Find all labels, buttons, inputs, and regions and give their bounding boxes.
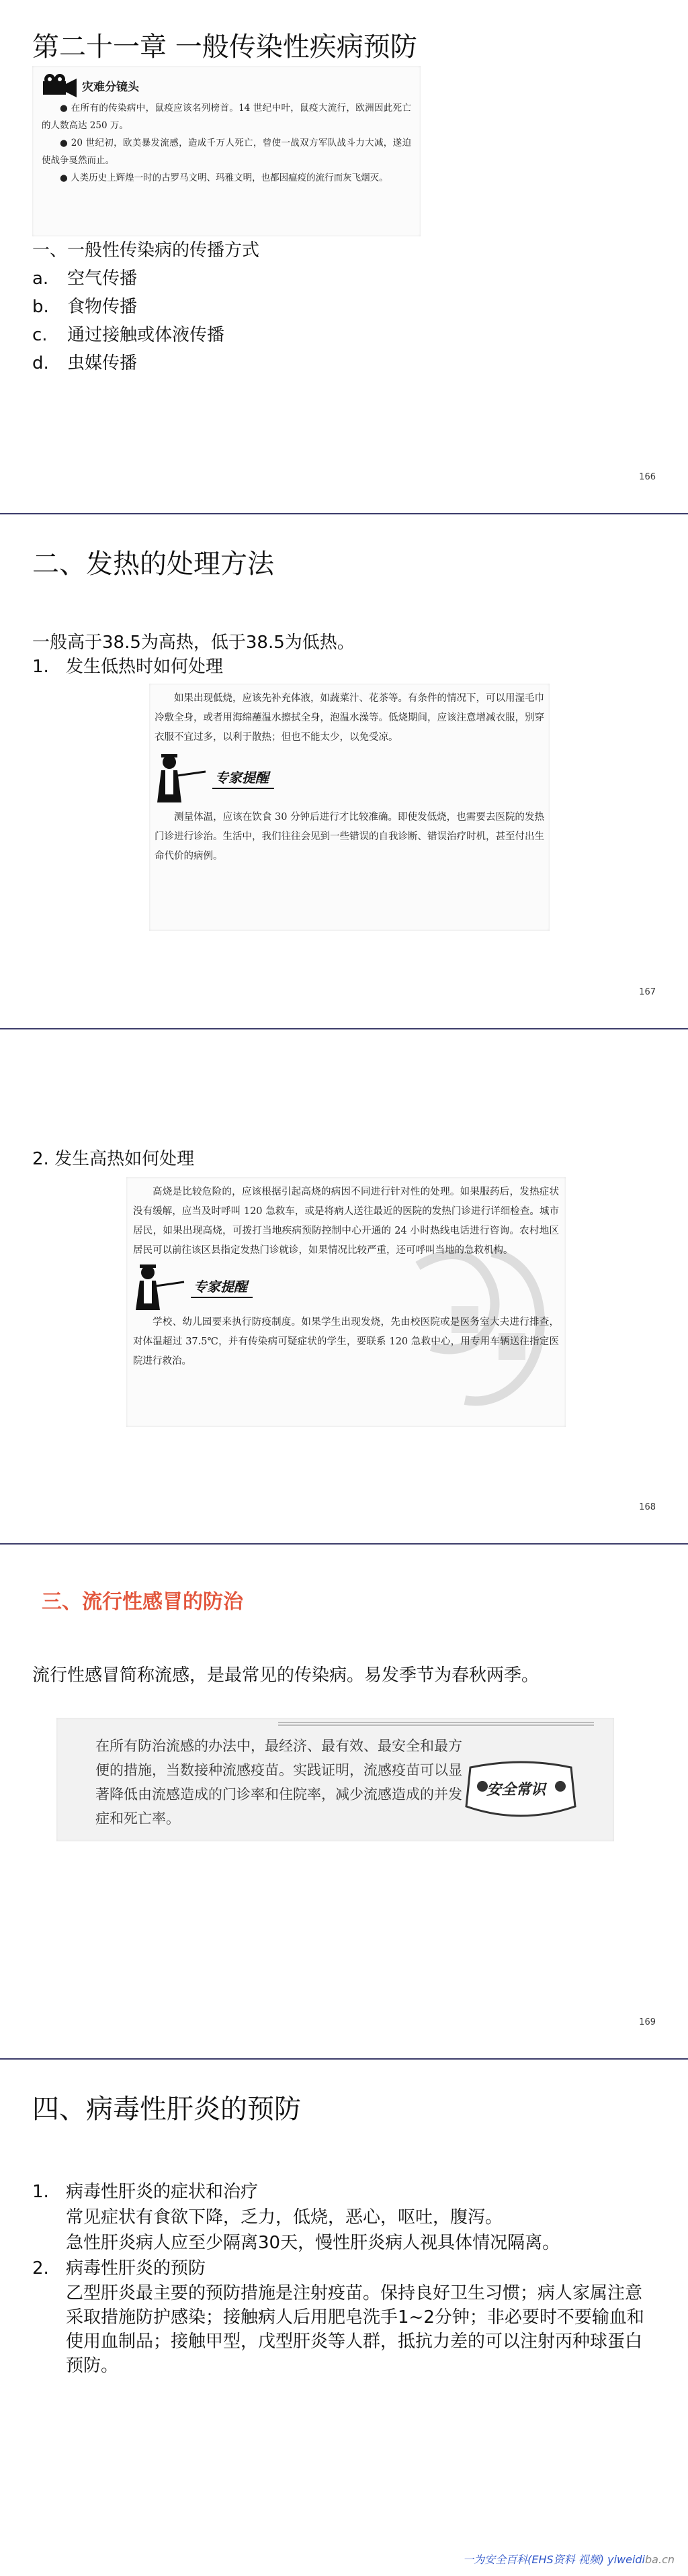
expert-tip-label: 专家提醒 bbox=[212, 767, 274, 789]
disaster-inset-image bbox=[32, 66, 421, 236]
subheading-high-fever: 2. 发生高热如何处理 bbox=[32, 1149, 195, 1169]
scan-paragraph: 高烧是比较危险的，应该根据引起高烧的病因不同进行针对性的处理。如果服药后，发热症状没有缓解，应当及时呼叫 120 急救车，或是将病人送往最近的医院的发热门诊进行详细检查。城市居民，如果出现高烧，可拨打当地疾病预防控制中心开通的 24 小时热线电话进行咨询。农村地区居民可以前往该区县指定发热门诊就诊，如果情况比较严重，还可呼叫当地的急救机构。 bbox=[133, 1187, 559, 1256]
expert-tip-header bbox=[133, 1260, 559, 1313]
slide-169 bbox=[0, 1545, 688, 2060]
page-number: 168 bbox=[639, 1502, 656, 1512]
expert-tip-label: 专家提醒 bbox=[191, 1276, 253, 1298]
chapter-title: 第二十一章 一般传染性疾病预防 bbox=[32, 32, 417, 62]
flu-banner-image bbox=[56, 1718, 614, 1841]
isolation-text: 急性肝炎病人应至少隔离30天，慢性肝炎病人视具体情况隔离。 bbox=[66, 2233, 560, 2253]
list-item: c. 通过接触或体液传播 bbox=[32, 325, 225, 345]
footer-watermark-link[interactable]: 一为安全百科(EHS资料 视频) yiweidiba.cn bbox=[463, 2553, 675, 2566]
inset-para: ● 人类历史上辉煌一时的古罗马文明、玛雅文明，也都因瘟疫的流行而灰飞烟灭。 bbox=[60, 173, 388, 183]
scan-paragraph: 测量体温，应该在饮食 30 分钟后进行才比较准确。即使发低烧，也需要去医院的发热门诊进行诊治。生活中，我们往往会见到一些错误的自我诊断、错误治疗时机，甚至付出生命代价的病例。 bbox=[155, 812, 544, 862]
page-number: 169 bbox=[639, 2017, 656, 2027]
badge-label: 安全常识 bbox=[486, 1782, 546, 1798]
prevention-text: 乙型肝炎最主要的预防措施是注射疫苗。保持良好卫生习惯；病人家属注意采取措施防护感染；接触病人后用肥皂洗手1~2分钟；非必要时不要输血和使用血制品；接触甲型，戊型肝炎等人群，抵抗力差的可以注射丙种球蛋白预防。 bbox=[66, 2283, 644, 2376]
item-hepatitis-symptoms: 1. 病毒性肝炎的症状和治疗 bbox=[32, 2182, 259, 2202]
film-camera-icon bbox=[42, 73, 78, 97]
inset-para: ● 20 世纪初，欧美暴发流感，造成千万人死亡，曾使一战双方军队战斗力大减，遂迫使战争戛然而止。 bbox=[42, 138, 411, 166]
scan-paragraph: 学校、幼儿园要来执行防疫制度。如果学生出现发烧，先由校医院或是医务室大夫进行排查，对体温超过 37.5℃，并有传染病可疑症状的学生，要联系 120 急救中心，用专用车辆送往指定医院进行救治。 bbox=[133, 1317, 559, 1367]
flu-intro: 流行性感冒简称流感，是最常见的传染病。易发季节为春秋两季。 bbox=[32, 1665, 540, 1686]
slide-168 bbox=[0, 1029, 688, 1545]
decorative-border bbox=[278, 1722, 594, 1734]
scan-paragraph: 如果出现低烧，应该先补充体液，如蔬菜汁、花茶等。有条件的情况下，可以用湿毛巾冷敷全身，或者用海绵蘸温水擦拭全身，泡温水澡等。低烧期间，应该注意增减衣服，别穿衣服不宜过多，以利于散热；但也不能太少，以免受凉。 bbox=[155, 693, 544, 743]
symptoms-text: 常见症状有食欲下降，乏力，低烧，恶心，呕吐，腹泻。 bbox=[66, 2207, 503, 2227]
inset-heading: 灾难分镜头 bbox=[82, 80, 139, 94]
expert-tip-header bbox=[155, 747, 544, 808]
page-number: 167 bbox=[639, 987, 656, 997]
section-heading: 一、一般性传染病的传播方式 bbox=[32, 240, 260, 261]
item-hepatitis-prevention: 2. 病毒性肝炎的预防 bbox=[32, 2258, 206, 2279]
list-item: d. 虫媒传播 bbox=[32, 353, 138, 373]
list-item: a. 空气传播 bbox=[32, 269, 138, 289]
fever-definition: 一般高于38.5为高热，低于38.5为低热。 bbox=[32, 633, 355, 653]
inset-para: ● 在所有的传染病中，鼠疫应该名列榜首。14 世纪中叶，鼠疫大流行，欧洲因此死亡的人数高达 250 万。 bbox=[42, 103, 411, 131]
low-fever-scan-image bbox=[149, 684, 550, 931]
doctor-figure-icon bbox=[133, 1260, 187, 1313]
slide-170 bbox=[0, 2060, 688, 2576]
page-number: 166 bbox=[639, 472, 656, 482]
inset-header bbox=[42, 71, 411, 99]
slide-167 bbox=[0, 514, 688, 1029]
high-fever-scan-image bbox=[126, 1177, 566, 1427]
safety-badge bbox=[457, 1759, 585, 1824]
list-item: b. 食物传播 bbox=[32, 297, 138, 317]
flu-banner-text: 在所有防治流感的办法中，最经济、最有效、最安全和最方便的措施，当数接种流感疫苗。实践证明，流感疫苗可以显著降低由流感造成的门诊率和住院率，减少流感造成的并发症和死亡率。 bbox=[95, 1738, 462, 1827]
slide-166 bbox=[0, 0, 688, 514]
doctor-figure-icon bbox=[155, 749, 208, 807]
slide-title: 四、病毒性肝炎的预防 bbox=[32, 2094, 301, 2125]
subheading-low-fever: 1. 发生低热时如何处理 bbox=[32, 657, 224, 677]
slide-title: 二、发热的处理方法 bbox=[32, 549, 274, 580]
slide-title: 三、流行性感冒的防治 bbox=[42, 1590, 243, 1614]
